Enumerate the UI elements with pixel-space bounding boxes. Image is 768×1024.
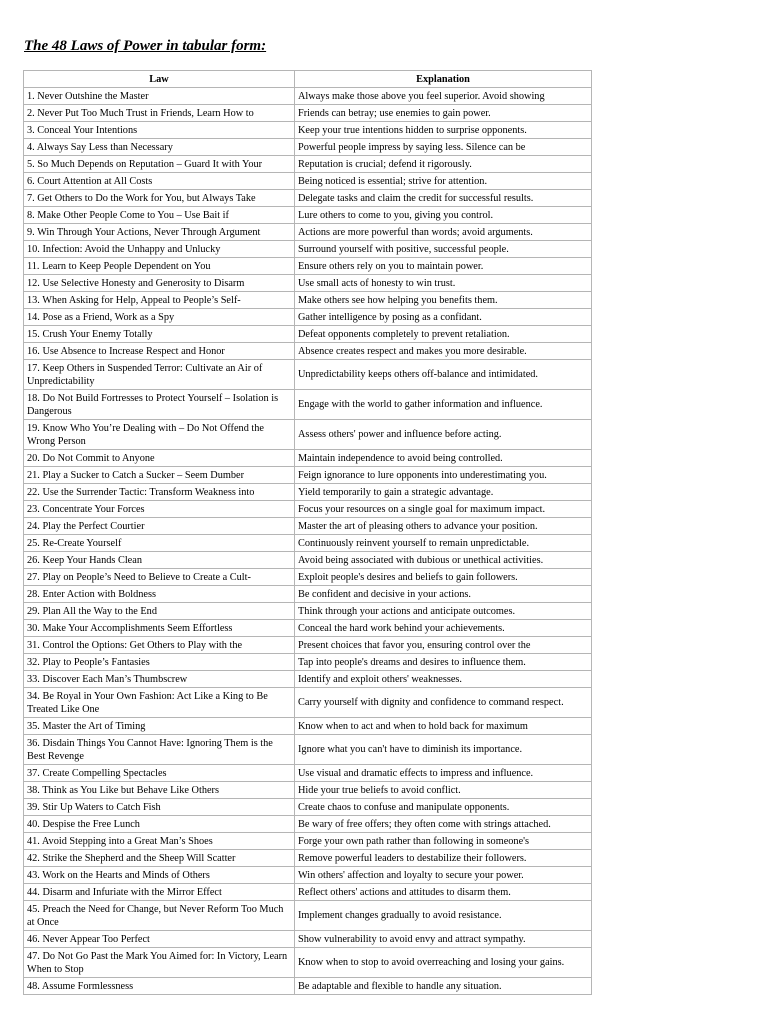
table-row xyxy=(24,122,592,139)
law-cell: 2. Never Put Too Much Trust in Friends, Learn How to xyxy=(24,105,295,122)
table-row xyxy=(24,139,592,156)
explanation-cell: Win others' affection and loyalty to secure your power. xyxy=(295,867,592,884)
law-cell: 7. Get Others to Do the Work for You, but Always Take xyxy=(24,190,295,207)
table-row xyxy=(24,326,592,343)
explanation-cell: Keep your true intentions hidden to surprise opponents. xyxy=(295,122,592,139)
table-row xyxy=(24,420,592,450)
explanation-cell: Defeat opponents completely to prevent retaliation. xyxy=(295,326,592,343)
table-row xyxy=(24,360,592,390)
explanation-cell: Absence creates respect and makes you more desirable. xyxy=(295,343,592,360)
explanation-cell: Think through your actions and anticipate outcomes. xyxy=(295,603,592,620)
law-cell: 1. Never Outshine the Master xyxy=(24,88,295,105)
table-row xyxy=(24,603,592,620)
table-row xyxy=(24,501,592,518)
explanation-cell: Powerful people impress by saying less. Silence can be xyxy=(295,139,592,156)
law-cell: 8. Make Other People Come to You – Use Bait if xyxy=(24,207,295,224)
law-cell: 41. Avoid Stepping into a Great Man’s Shoes xyxy=(24,833,295,850)
table-row xyxy=(24,450,592,467)
law-cell: 16. Use Absence to Increase Respect and Honor xyxy=(24,343,295,360)
law-cell: 21. Play a Sucker to Catch a Sucker – Seem Dumber xyxy=(24,467,295,484)
law-cell: 15. Crush Your Enemy Totally xyxy=(24,326,295,343)
law-cell: 6. Court Attention at All Costs xyxy=(24,173,295,190)
explanation-cell: Ensure others rely on you to maintain power. xyxy=(295,258,592,275)
law-cell: 24. Play the Perfect Courtier xyxy=(24,518,295,535)
table-row xyxy=(24,105,592,122)
explanation-cell: Use visual and dramatic effects to impress and influence. xyxy=(295,765,592,782)
explanation-cell: Forge your own path rather than following in someone's xyxy=(295,833,592,850)
explanation-cell: Being noticed is essential; strive for attention. xyxy=(295,173,592,190)
table-row xyxy=(24,850,592,867)
law-cell: 35. Master the Art of Timing xyxy=(24,718,295,735)
table-row xyxy=(24,569,592,586)
law-cell: 23. Concentrate Your Forces xyxy=(24,501,295,518)
law-cell: 44. Disarm and Infuriate with the Mirror Effect xyxy=(24,884,295,901)
table-row xyxy=(24,190,592,207)
explanation-cell: Use small acts of honesty to win trust. xyxy=(295,275,592,292)
table-row xyxy=(24,688,592,718)
explanation-cell: Always make those above you feel superior. Avoid showing xyxy=(295,88,592,105)
law-cell: 22. Use the Surrender Tactic: Transform Weakness into xyxy=(24,484,295,501)
explanation-cell: Avoid being associated with dubious or unethical activities. xyxy=(295,552,592,569)
table-row xyxy=(24,258,592,275)
law-cell: 17. Keep Others in Suspended Terror: Cultivate an Air of Unpredictability xyxy=(24,360,295,390)
explanation-cell: Exploit people's desires and beliefs to gain followers. xyxy=(295,569,592,586)
law-cell: 31. Control the Options: Get Others to Play with the xyxy=(24,637,295,654)
explanation-cell: Make others see how helping you benefits them. xyxy=(295,292,592,309)
table-row xyxy=(24,292,592,309)
law-cell: 18. Do Not Build Fortresses to Protect Yourself – Isolation is Dangerous xyxy=(24,390,295,420)
table-row xyxy=(24,518,592,535)
explanation-cell: Carry yourself with dignity and confidence to command respect. xyxy=(295,688,592,718)
explanation-cell: Engage with the world to gather information and influence. xyxy=(295,390,592,420)
explanation-cell: Implement changes gradually to avoid resistance. xyxy=(295,901,592,931)
table-row xyxy=(24,241,592,258)
explanation-cell: Delegate tasks and claim the credit for successful results. xyxy=(295,190,592,207)
law-cell: 39. Stir Up Waters to Catch Fish xyxy=(24,799,295,816)
explanation-cell: Conceal the hard work behind your achievements. xyxy=(295,620,592,637)
law-cell: 43. Work on the Hearts and Minds of Others xyxy=(24,867,295,884)
table-row xyxy=(24,390,592,420)
explanation-cell: Be confident and decisive in your actions. xyxy=(295,586,592,603)
table-row xyxy=(24,978,592,995)
law-cell: 20. Do Not Commit to Anyone xyxy=(24,450,295,467)
table-row xyxy=(24,782,592,799)
table-row xyxy=(24,816,592,833)
table-row xyxy=(24,535,592,552)
explanation-cell: Know when to act and when to hold back for maximum xyxy=(295,718,592,735)
table-row xyxy=(24,343,592,360)
explanation-cell: Unpredictability keeps others off-balance and intimidated. xyxy=(295,360,592,390)
law-cell: 46. Never Appear Too Perfect xyxy=(24,931,295,948)
table-row xyxy=(24,484,592,501)
table-row xyxy=(24,799,592,816)
explanation-cell: Actions are more powerful than words; avoid arguments. xyxy=(295,224,592,241)
explanation-column-header: Explanation xyxy=(295,71,592,88)
law-cell: 11. Learn to Keep People Dependent on You xyxy=(24,258,295,275)
explanation-cell: Maintain independence to avoid being controlled. xyxy=(295,450,592,467)
table-header-row xyxy=(24,71,592,88)
explanation-cell: Present choices that favor you, ensuring control over the xyxy=(295,637,592,654)
law-cell: 5. So Much Depends on Reputation – Guard It with Your xyxy=(24,156,295,173)
explanation-cell: Lure others to come to you, giving you control. xyxy=(295,207,592,224)
law-cell: 14. Pose as a Friend, Work as a Spy xyxy=(24,309,295,326)
law-cell: 25. Re-Create Yourself xyxy=(24,535,295,552)
law-cell: 3. Conceal Your Intentions xyxy=(24,122,295,139)
table-row xyxy=(24,948,592,978)
law-cell: 38. Think as You Like but Behave Like Others xyxy=(24,782,295,799)
explanation-cell: Know when to stop to avoid overreaching and losing your gains. xyxy=(295,948,592,978)
table-row xyxy=(24,718,592,735)
table-row xyxy=(24,654,592,671)
explanation-cell: Hide your true beliefs to avoid conflict. xyxy=(295,782,592,799)
table-row xyxy=(24,173,592,190)
explanation-cell: Remove powerful leaders to destabilize their followers. xyxy=(295,850,592,867)
explanation-cell: Reputation is crucial; defend it rigorously. xyxy=(295,156,592,173)
table-row xyxy=(24,901,592,931)
table-row xyxy=(24,207,592,224)
law-cell: 34. Be Royal in Your Own Fashion: Act Like a King to Be Treated Like One xyxy=(24,688,295,718)
table-row xyxy=(24,833,592,850)
explanation-cell: Assess others' power and influence before acting. xyxy=(295,420,592,450)
law-cell: 32. Play to People’s Fantasies xyxy=(24,654,295,671)
explanation-cell: Master the art of pleasing others to advance your position. xyxy=(295,518,592,535)
explanation-cell: Continuously reinvent yourself to remain unpredictable. xyxy=(295,535,592,552)
law-cell: 13. When Asking for Help, Appeal to People’s Self- xyxy=(24,292,295,309)
explanation-cell: Reflect others' actions and attitudes to disarm them. xyxy=(295,884,592,901)
explanation-cell: Friends can betray; use enemies to gain power. xyxy=(295,105,592,122)
table-row xyxy=(24,884,592,901)
law-cell: 19. Know Who You’re Dealing with – Do Not Offend the Wrong Person xyxy=(24,420,295,450)
law-cell: 36. Disdain Things You Cannot Have: Ignoring Them is the Best Revenge xyxy=(24,735,295,765)
law-cell: 45. Preach the Need for Change, but Never Reform Too Much at Once xyxy=(24,901,295,931)
table-row xyxy=(24,552,592,569)
explanation-cell: Tap into people's dreams and desires to influence them. xyxy=(295,654,592,671)
table-row xyxy=(24,275,592,292)
document-title: The 48 Laws of Power in tabular form: xyxy=(24,38,267,54)
law-cell: 9. Win Through Your Actions, Never Through Argument xyxy=(24,224,295,241)
law-cell: 29. Plan All the Way to the End xyxy=(24,603,295,620)
law-cell: 12. Use Selective Honesty and Generosity to Disarm xyxy=(24,275,295,292)
table-row xyxy=(24,224,592,241)
table-body xyxy=(24,88,592,995)
explanation-cell: Ignore what you can't have to diminish its importance. xyxy=(295,735,592,765)
table-row xyxy=(24,88,592,105)
law-cell: 47. Do Not Go Past the Mark You Aimed for: In Victory, Learn When to Stop xyxy=(24,948,295,978)
law-cell: 42. Strike the Shepherd and the Sheep Will Scatter xyxy=(24,850,295,867)
explanation-cell: Be wary of free offers; they often come with strings attached. xyxy=(295,816,592,833)
explanation-cell: Feign ignorance to lure opponents into underestimating you. xyxy=(295,467,592,484)
law-cell: 37. Create Compelling Spectacles xyxy=(24,765,295,782)
law-cell: 4. Always Say Less than Necessary xyxy=(24,139,295,156)
law-cell: 28. Enter Action with Boldness xyxy=(24,586,295,603)
table-row xyxy=(24,467,592,484)
law-cell: 10. Infection: Avoid the Unhappy and Unlucky xyxy=(24,241,295,258)
table-row xyxy=(24,867,592,884)
table-row xyxy=(24,586,592,603)
table-row xyxy=(24,765,592,782)
law-cell: 26. Keep Your Hands Clean xyxy=(24,552,295,569)
table-row xyxy=(24,637,592,654)
explanation-cell: Surround yourself with positive, successful people. xyxy=(295,241,592,258)
explanation-cell: Focus your resources on a single goal for maximum impact. xyxy=(295,501,592,518)
law-column-header: Law xyxy=(24,71,295,88)
law-cell: 33. Discover Each Man’s Thumbscrew xyxy=(24,671,295,688)
explanation-cell: Yield temporarily to gain a strategic advantage. xyxy=(295,484,592,501)
table-row xyxy=(24,735,592,765)
table-row xyxy=(24,156,592,173)
law-cell: 27. Play on People’s Need to Believe to Create a Cult- xyxy=(24,569,295,586)
laws-table xyxy=(23,70,592,995)
law-cell: 30. Make Your Accomplishments Seem Effortless xyxy=(24,620,295,637)
table-row xyxy=(24,620,592,637)
law-cell: 40. Despise the Free Lunch xyxy=(24,816,295,833)
table-row xyxy=(24,309,592,326)
explanation-cell: Create chaos to confuse and manipulate opponents. xyxy=(295,799,592,816)
table-row xyxy=(24,931,592,948)
explanation-cell: Identify and exploit others' weaknesses. xyxy=(295,671,592,688)
explanation-cell: Show vulnerability to avoid envy and attract sympathy. xyxy=(295,931,592,948)
explanation-cell: Gather intelligence by posing as a confidant. xyxy=(295,309,592,326)
explanation-cell: Be adaptable and flexible to handle any situation. xyxy=(295,978,592,995)
law-cell: 48. Assume Formlessness xyxy=(24,978,295,995)
table-row xyxy=(24,671,592,688)
